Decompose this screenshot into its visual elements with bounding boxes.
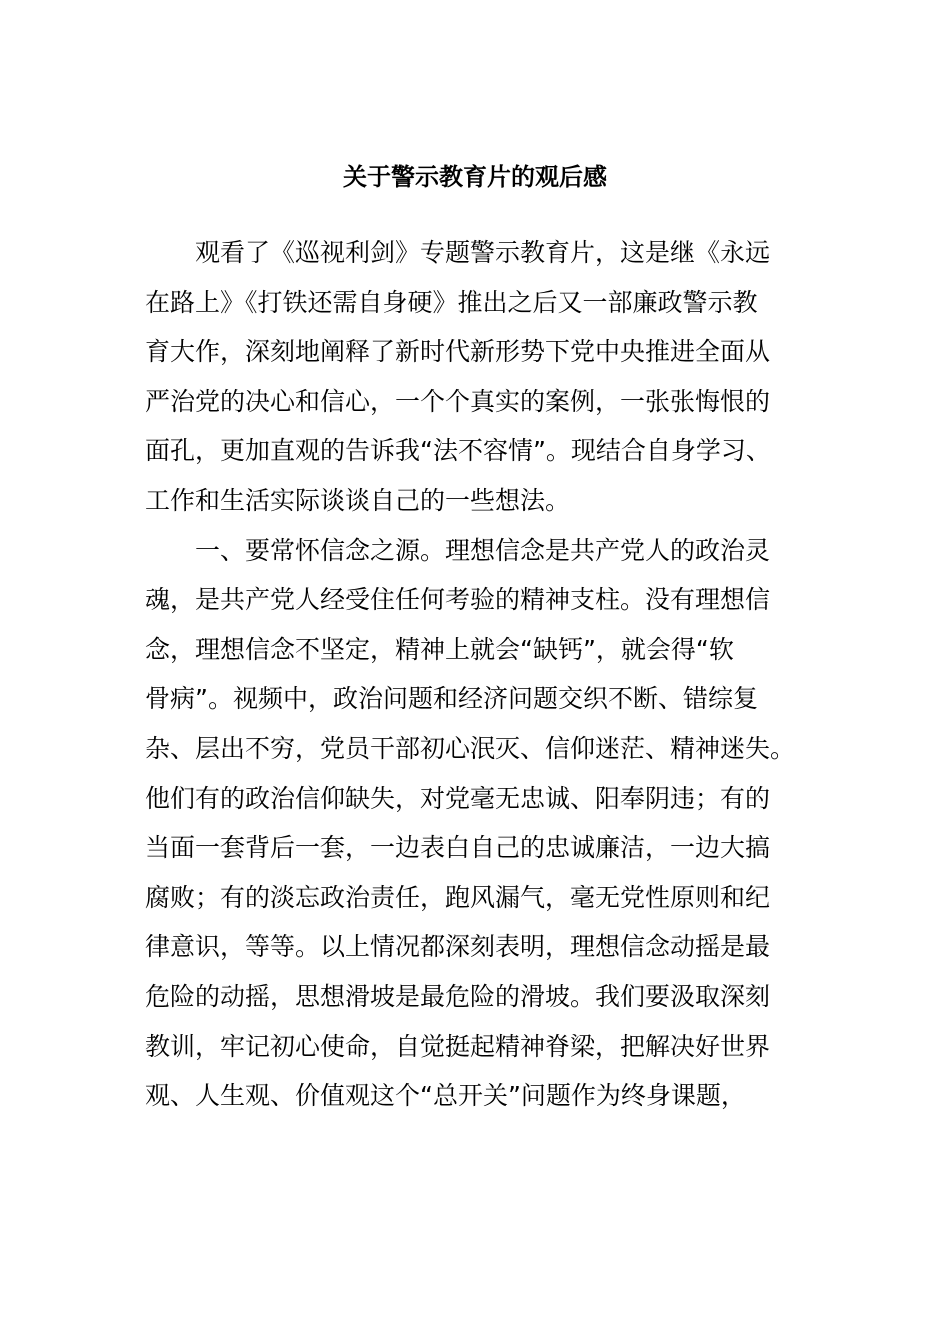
paragraph-line: 他们有的政治信仰缺失，对党毫无忠诚、阳奉阴违；有的 (145, 783, 771, 813)
paragraph-line: 育大作，深刻地阐释了新时代新形势下党中央推进全面从 (145, 337, 771, 367)
paragraph-line: 在路上》《打铁还需自身硬》推出之后又一部廉政警示教 (145, 287, 758, 317)
paragraph-line: 教训，牢记初心使命，自觉挺起精神脊梁，把解决好世界 (145, 1031, 771, 1061)
document-body (145, 228, 805, 1121)
paragraph-line: 律意识，等等。以上情况都深刻表明，理想信念动摇是最 (145, 932, 771, 962)
paragraph-line: 腐败；有的淡忘政治责任，跑风漏气，毫无党性原则和纪 (145, 882, 771, 912)
paragraph-line: 工作和生活实际谈谈自己的一些想法。 (145, 485, 571, 515)
paragraph-line: 观、人生观、价值观这个“总开关”问题作为终身课题， (145, 1081, 746, 1111)
paragraph-line: 魂，是共产党人经受住任何考验的精神支柱。没有理想信 (145, 585, 771, 615)
paragraph-line: 危险的动摇，思想滑坡是最危险的滑坡。我们要汲取深刻 (145, 981, 771, 1011)
paragraph-line: 念，理想信念不坚定，精神上就会“缺钙”，就会得“软 (145, 634, 734, 664)
paragraph-line: 观看了《巡视利剑》专题警示教育片，这是继《永远 (195, 238, 771, 267)
paragraph-line: 杂、层出不穷，党员干部初心泯灭、信仰迷茫、精神迷失。 (145, 733, 796, 763)
document-title: 关于警示教育片的观后感 (343, 163, 607, 191)
paragraph-line: 严治党的决心和信心，一个个真实的案例，一张张悔恨的 (145, 386, 771, 416)
paragraph-line: 当面一套背后一套，一边表白自己的忠诚廉洁，一边大搞 (145, 833, 771, 863)
paragraph-line: 骨病”。视频中，政治问题和经济问题交织不断、错综复 (145, 684, 758, 714)
paragraph-line: 一、要常怀信念之源。理想信念是共产党人的政治灵 (195, 535, 771, 565)
paragraph-line: 面孔，更加直观的告诉我“法不容情”。现结合自身学习、 (145, 436, 771, 466)
